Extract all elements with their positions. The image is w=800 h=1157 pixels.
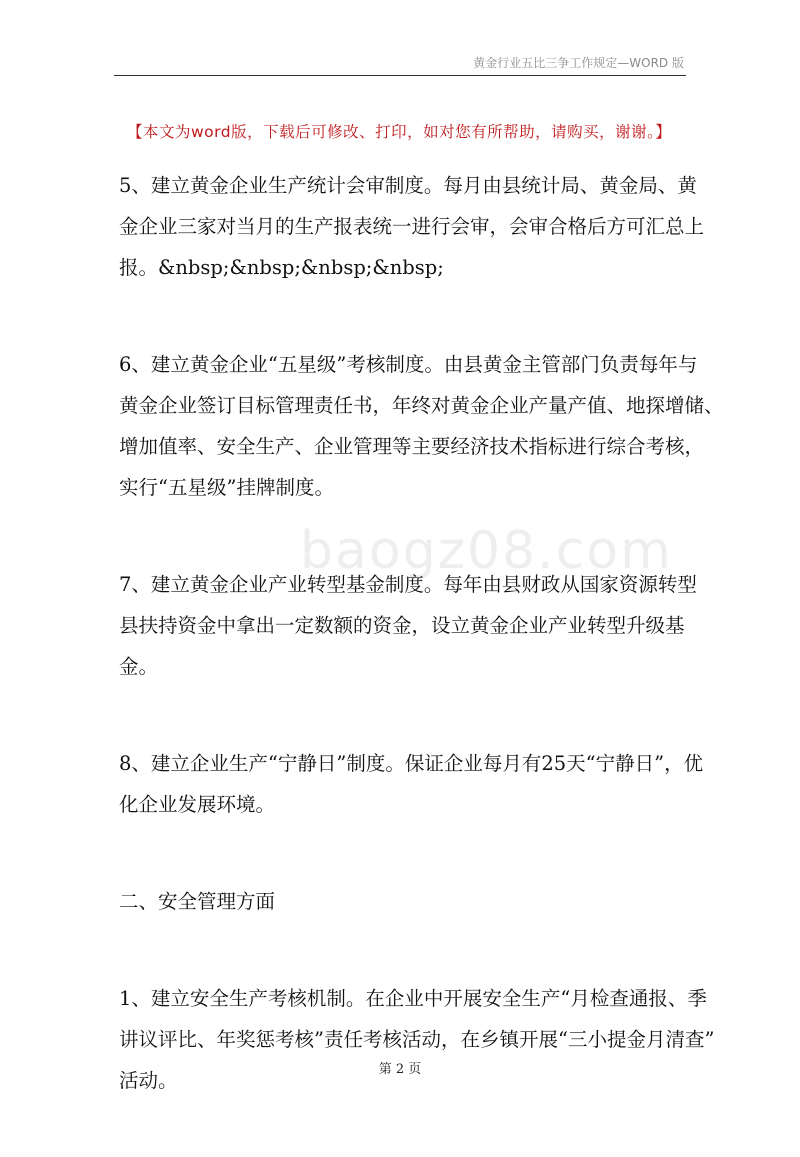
document-body bbox=[119, 165, 724, 1157]
paragraph-line: 活动。 bbox=[119, 1069, 178, 1092]
paragraph-line: 金企业三家对当月的生产报表统一进行会审，会审合格后方可汇总上 bbox=[119, 215, 705, 238]
paragraph-8 bbox=[119, 743, 704, 825]
paragraph-line: 化企业发展环境。 bbox=[119, 793, 276, 816]
download-notice: 【本文为word版，下载后可修改、打印，如对您有所帮助，请购买，谢谢。】 bbox=[127, 123, 672, 141]
paragraph-line: 5、建立黄金企业生产统计会审制度。每月由县统计局、黄金局、黄 bbox=[119, 174, 697, 197]
paragraph-line: 金。 bbox=[119, 655, 159, 678]
watermark: baogz08.com bbox=[300, 521, 673, 581]
paragraph-line: 黄金企业签订目标管理责任书，年终对黄金企业产量产值、地探增储、 bbox=[119, 394, 724, 417]
paragraph-line: 县扶持资金中拿出一定数额的资金，设立黄金企业产业转型升级基 bbox=[119, 614, 685, 637]
paragraph-line: 7、建立黄金企业产业转型基金制度。每年由县财政从国家资源转型 bbox=[119, 573, 697, 596]
paragraph-line: 实行“五星级”挂牌制度。 bbox=[119, 476, 334, 499]
paragraph-line: 6、建立黄金企业“五星级”考核制度。由县黄金主管部门负责每年与 bbox=[119, 353, 698, 376]
paragraph-safety-1 bbox=[119, 978, 715, 1101]
page-number: 第 2 页 bbox=[378, 1062, 422, 1077]
section-heading: 二、安全管理方面 bbox=[119, 890, 276, 913]
paragraph-5 bbox=[119, 165, 705, 288]
page-header: 黄金行业五比三争工作规定—WORD 版 bbox=[473, 56, 684, 70]
paragraph-line: 1、建立安全生产考核机制。在企业中开展安全生产“月检查通报、季 bbox=[119, 987, 707, 1010]
paragraph-line: 增加值率、安全生产、企业管理等主要经济技术指标进行综合考核， bbox=[119, 435, 705, 458]
paragraph-6 bbox=[119, 344, 724, 508]
header-divider bbox=[114, 75, 686, 76]
paragraph-line: 8、建立企业生产“宁静日”制度。保证企业每月有25天“宁静日”，优 bbox=[119, 752, 704, 775]
paragraph-7 bbox=[119, 564, 697, 687]
paragraph-line: 报。&nbsp;&nbsp;&nbsp;&nbsp; bbox=[119, 256, 444, 279]
paragraph-line: 讲议评比、年奖惩考核”责任考核活动，在乡镇开展“三小提金月清查” bbox=[119, 1028, 715, 1051]
